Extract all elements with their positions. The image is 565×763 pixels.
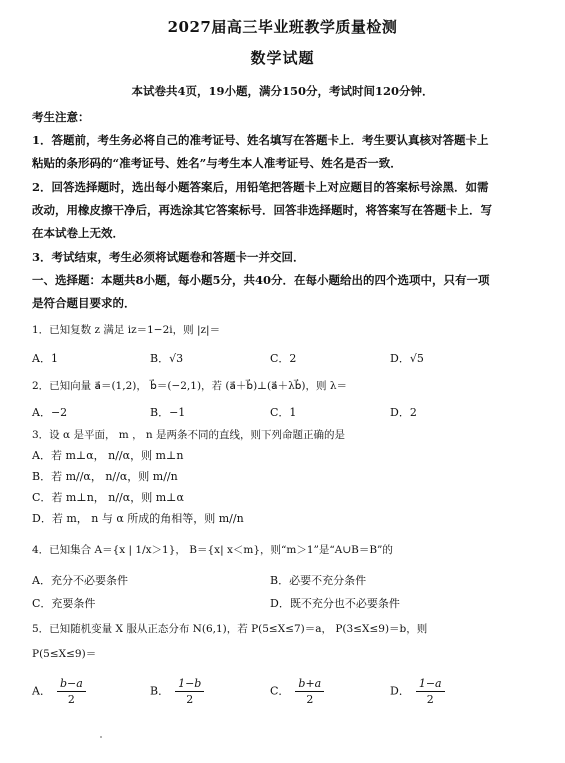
q5-option-b-denominator: 2 [186, 693, 194, 706]
q5-option-a-denominator: 2 [67, 693, 75, 706]
note-3: 3．考试结束，考生必须将试题卷和答题卡一并交回． [32, 250, 305, 264]
q5-option-c-fraction [295, 676, 324, 707]
q5-option-c-numerator: b+a [295, 676, 324, 692]
note-2-line-2: 改动，用橡皮擦干净后，再选涂其它答案标号．回答非选择题时，将答案写在答题卡上．写 [32, 203, 492, 217]
exam-title: 2027届高三毕业班教学质量检测 [167, 18, 398, 36]
q5-option-a [32, 676, 86, 707]
q5-option-d-label: D． [390, 684, 410, 698]
note-1-line-2: 粘贴的条形码的“准考证号、姓名”与考生本人准考证号、姓名是否一致． [32, 156, 402, 170]
q4-option-b: B．必要不充分条件 [270, 574, 367, 587]
q5-option-c-denominator: 2 [306, 693, 314, 706]
notes-heading: 考生注意： [32, 110, 90, 124]
q1-option-a: A．1 [32, 352, 58, 365]
q5-stem-continued: P(5≤X≤9)＝ [32, 648, 97, 660]
q5-stem: 5．已知随机变量 X 服从正态分布 N(6,1)，若 P(5≤X≤7)＝a， P(3≤X≤9)＝b，则 [32, 623, 428, 635]
q1-option-d: D．√5 [390, 352, 424, 365]
q2-option-c: C．1 [270, 406, 297, 419]
q3-option-d: D．若 m， n 与 α 所成的角相等，则 m//n [32, 512, 244, 525]
q5-option-b-fraction [175, 676, 204, 707]
q5-option-a-label: A． [32, 684, 51, 698]
section-heading-line-1: 一、选择题：本题共8小题，每小题5分，共40分．在每小题给出的四个选项中，只有一项 [32, 273, 490, 287]
section-heading-line-2: 是符合题目要求的． [32, 296, 136, 310]
q2-option-a: A．−2 [32, 406, 68, 419]
q3-option-a: A．若 m⊥α， n//α，则 m⊥n [32, 449, 184, 462]
note-2-line-3: 在本试卷上无效． [32, 226, 124, 240]
exam-subtitle: 数学试题 [250, 49, 315, 67]
q3-option-b: B．若 m//α， n//α，则 m//n [32, 470, 178, 483]
q5-option-a-numerator: b−a [57, 676, 86, 692]
q4-option-d: D．既不充分也不必要条件 [270, 597, 400, 610]
q5-option-c-label: C． [270, 684, 290, 698]
q5-option-b [150, 676, 204, 707]
scan-speck [100, 736, 102, 738]
q2-option-d: D．2 [390, 406, 417, 419]
q5-option-b-numerator: 1−b [175, 676, 204, 692]
q3-option-c: C．若 m⊥n， n//α，则 m⊥α [32, 491, 184, 504]
q5-option-d-fraction [416, 676, 445, 707]
note-2-line-1: 2．回答选择题时，选出每小题答案后，用铅笔把答题卡上对应题目的答案标号涂黑．如需 [32, 180, 489, 194]
q5-option-d-denominator: 2 [426, 693, 434, 706]
exam-info: 本试卷共4页，19小题，满分150分，考试时间120分钟． [131, 84, 434, 98]
q1-option-b: B．√3 [150, 352, 184, 365]
q5-option-d [390, 676, 445, 707]
q2-option-b: B．−1 [150, 406, 186, 419]
note-1-line-1: 1．答题前，考生务必将自己的准考证号、姓名填写在答题卡上．考生要认真核对答题卡上 [32, 133, 489, 147]
q5-option-c [270, 676, 324, 707]
q5-option-d-numerator: 1−a [416, 676, 445, 692]
q5-option-a-fraction [57, 676, 86, 707]
q4-stem: 4．已知集合 A＝{x | 1/x＞1}， B＝{x| x＜m}，则“m＞1”是“A∪B＝B”的 [32, 544, 393, 556]
q5-option-b-label: B． [150, 684, 170, 698]
q2-stem: 2．已知向量 a⃗＝(1,2)， b⃗＝(−2,1)，若 (a⃗＋b⃗)⊥(a⃗＋λb⃗)，则 λ＝ [32, 380, 347, 392]
q1-option-c: C．2 [270, 352, 297, 365]
q4-option-a: A．充分不必要条件 [32, 574, 128, 587]
q3-stem: 3．设 α 是平面， m ， n 是两条不同的直线，则下列命题正确的是 [32, 429, 346, 441]
q1-stem: 1．已知复数 z 满足 iz＝1−2i，则 |z|＝ [32, 324, 221, 336]
q4-option-c: C．充要条件 [32, 597, 96, 610]
